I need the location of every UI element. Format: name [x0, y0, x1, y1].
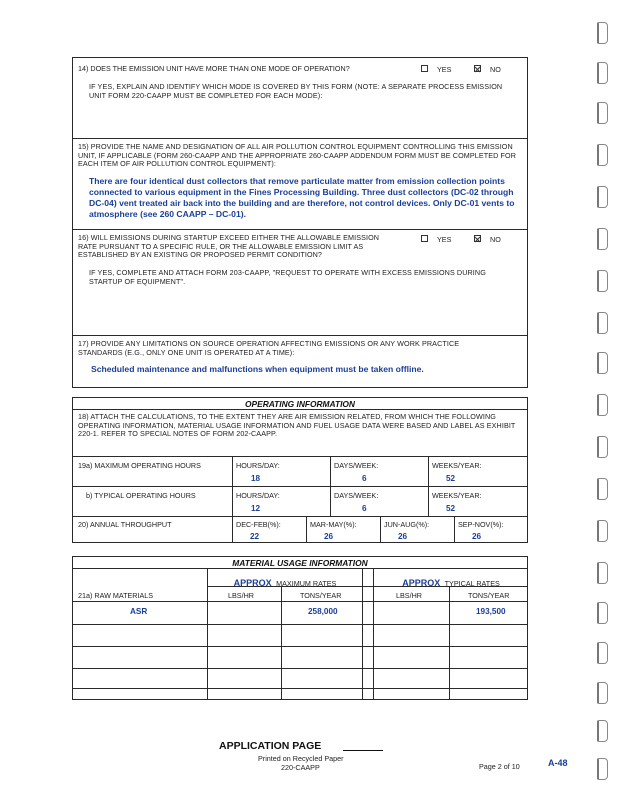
- max-approx: APPROX: [233, 578, 272, 588]
- typ-lbs-hr-label: LBS/HR: [396, 591, 422, 600]
- q14-yes-checkbox[interactable]: [421, 65, 428, 72]
- q14-no-checkbox[interactable]: [474, 65, 481, 72]
- binder-tab: [597, 186, 608, 208]
- binder-tab: [597, 144, 608, 166]
- q14-yes-label: YES: [437, 65, 452, 74]
- jun-aug-value[interactable]: 26: [398, 532, 408, 541]
- material-row-1-typ-tons[interactable]: 193,500: [476, 607, 506, 616]
- binder-tab: [597, 436, 608, 458]
- material-row-1-name[interactable]: ASR: [130, 607, 148, 616]
- application-page-label: APPLICATION PAGE: [219, 740, 322, 752]
- divider: [207, 568, 208, 700]
- typ-approx: APPROX: [402, 578, 441, 588]
- recycled-note: Printed on Recycled Paper: [258, 754, 344, 763]
- dec-feb-label: DEC-FEB(%):: [236, 520, 281, 529]
- max-hours-label: 19a) MAXIMUM OPERATING HOURS: [78, 461, 201, 470]
- binder-tab: [597, 642, 608, 664]
- max-tons-year-label: TONS/YEAR: [300, 591, 342, 600]
- q16-yes-label: YES: [437, 235, 452, 244]
- divider: [380, 516, 381, 543]
- divider: [373, 568, 374, 700]
- binder-tab: [597, 352, 608, 374]
- typ-weeks-year-label: WEEKS/YEAR:: [432, 491, 482, 500]
- q17-answer: Scheduled maintenance and malfunctions when equipment must be taken offline.: [91, 364, 424, 374]
- q16-no-checkbox[interactable]: [474, 235, 481, 242]
- mar-may-label: MAR-MAY(%):: [310, 520, 357, 529]
- binder-tab: [597, 758, 608, 780]
- max-weeks-year-label: WEEKS/YEAR:: [432, 461, 482, 470]
- q14-question: 14) DOES THE EMISSION UNIT HAVE MORE THAN ONE MODE OF OPERATION?: [78, 64, 350, 73]
- divider: [72, 601, 528, 602]
- q16-yes-checkbox[interactable]: [421, 235, 428, 242]
- typ-tons-year-label: TONS/YEAR: [468, 591, 510, 600]
- max-hours-day-label: HOURS/DAY:: [236, 461, 280, 470]
- binder-tab: [597, 102, 608, 124]
- divider: [72, 624, 528, 625]
- operating-title: OPERATING INFORMATION: [245, 399, 355, 409]
- typ-hours-label: b) TYPICAL OPERATING HOURS: [86, 491, 196, 500]
- divider: [454, 516, 455, 543]
- divider: [72, 409, 528, 410]
- max-rates-label: MAXIMUM RATES: [276, 579, 337, 588]
- q16-instruction: IF YES, COMPLETE AND ATTACH FORM 203-CAAPP, "REQUEST TO OPERATE WITH EXCESS EMISSIONS DURING STARTUP OF EQUIPMENT".: [89, 268, 486, 286]
- form-number: 220-CAAPP: [281, 763, 320, 772]
- typ-days-week-label: DAYS/WEEK:: [334, 491, 379, 500]
- max-lbs-hr-label: LBS/HR: [228, 591, 254, 600]
- divider: [72, 486, 528, 487]
- divider: [72, 688, 528, 689]
- page-id: A-48: [548, 758, 568, 768]
- annual-throughput-label: 20) ANNUAL THROUGHPUT: [78, 520, 172, 529]
- q17-question: 17) PROVIDE ANY LIMITATIONS ON SOURCE OPERATION AFFECTING EMISSIONS OR ANY WORK PRACTICE STANDARDS (E.G., ONLY ONE UNIT IS OPERATED AT A TIME):: [78, 339, 460, 357]
- binder-tab: [597, 478, 608, 500]
- jun-aug-label: JUN-AUG(%):: [384, 520, 430, 529]
- divider: [449, 587, 450, 700]
- typ-rates-header: [376, 573, 526, 591]
- typ-rates-label: TYPICAL RATES: [444, 579, 500, 588]
- divider: [306, 516, 307, 543]
- typ-hours-day-value[interactable]: 12: [251, 504, 261, 513]
- q15-question: 15) PROVIDE THE NAME AND DESIGNATION OF ALL AIR POLLUTION CONTROL EQUIPMENT CONTROLLING THIS EMISSION UNIT, IF APPLICABLE (FORM 260-CAAPP AND THE APPROPRIATE 260-CAAPP ADDENDUM FORM MUST BE COMPLETED FOR EACH ITEM OF AIR POLLUTION CONTROL EQUIPMENT):: [78, 142, 516, 169]
- binder-tab: [597, 562, 608, 584]
- divider: [72, 668, 528, 669]
- mar-may-value[interactable]: 26: [324, 532, 334, 541]
- divider: [72, 229, 528, 230]
- page-number: Page 2 of 10: [479, 762, 520, 771]
- q15-answer: There are four identical dust collectors that remove particulate matter from emission collection points connected to various equipment in the Fines Processing Building. Three dust collectors (DC-02 through DC-04) vent treated air back into the building and are therefore, not control devices. Only DC-01 vents to atmosphere (see 260 CAAPP – DC-01).: [89, 176, 515, 219]
- divider: [362, 568, 363, 700]
- divider: [72, 646, 528, 647]
- material-row-1-max-tons[interactable]: 258,000: [308, 607, 338, 616]
- max-weeks-year-value[interactable]: 52: [446, 474, 456, 483]
- binder-tab: [597, 682, 608, 704]
- typ-days-week-value[interactable]: 6: [362, 504, 367, 513]
- divider: [281, 587, 282, 700]
- q16-no-label: NO: [490, 235, 501, 244]
- binder-tab: [597, 270, 608, 292]
- typ-weeks-year-value[interactable]: 52: [446, 504, 456, 513]
- max-days-week-label: DAYS/WEEK:: [334, 461, 379, 470]
- divider: [72, 335, 528, 336]
- q18-text: 18) ATTACH THE CALCULATIONS, TO THE EXTENT THEY ARE AIR EMISSION RELATED, FROM WHICH THE FOLLOWING OPERATING INFORMATION, MATERIAL USAGE INFORMATION AND FUEL USAGE DATA WERE BASED AND LABEL AS EXHIBIT 220-1. REFER TO SPECIAL NOTES OF FORM 202-CAAPP.: [78, 412, 516, 439]
- binder-tab: [597, 720, 608, 742]
- sep-nov-value[interactable]: 26: [472, 532, 482, 541]
- q14-instruction: IF YES, EXPLAIN AND IDENTIFY WHICH MODE IS COVERED BY THIS FORM (NOTE: A SEPARATE PROCESS EMISSION UNIT FORM 220-CAAPP MUST BE COMPLETED FOR EACH MODE):: [89, 82, 503, 100]
- typ-hours-day-label: HOURS/DAY:: [236, 491, 280, 500]
- divider: [72, 568, 528, 569]
- raw-materials-label: 21a) RAW MATERIALS: [78, 591, 154, 600]
- binder-tab: [597, 228, 608, 250]
- max-rates-header: [210, 573, 360, 591]
- divider: [232, 516, 233, 543]
- binder-tab: [597, 394, 608, 416]
- divider: [207, 586, 528, 587]
- binder-tab: [597, 312, 608, 334]
- binder-tab: [597, 22, 608, 44]
- q16-question: 16) WILL EMISSIONS DURING STARTUP EXCEED EITHER THE ALLOWABLE EMISSION RATE PURSUANT TO A SPECIFIC RULE, OR THE ALLOWABLE EMISSION LIMIT AS ESTABLISHED BY AN EXISTING OR PROPOSED PERMIT CONDITION?: [78, 233, 380, 260]
- divider: [72, 516, 528, 517]
- dec-feb-value[interactable]: 22: [250, 532, 260, 541]
- binder-tab: [597, 602, 608, 624]
- q14-no-label: NO: [490, 65, 501, 74]
- application-page-blank[interactable]: [343, 750, 383, 751]
- sep-nov-label: SEP-NOV(%):: [458, 520, 504, 529]
- binder-tab: [597, 520, 608, 542]
- divider: [72, 138, 528, 139]
- max-hours-day-value[interactable]: 18: [251, 474, 261, 483]
- max-days-week-value[interactable]: 6: [362, 474, 367, 483]
- material-title: MATERIAL USAGE INFORMATION: [232, 558, 368, 568]
- divider: [72, 456, 528, 457]
- binder-tab: [597, 62, 608, 84]
